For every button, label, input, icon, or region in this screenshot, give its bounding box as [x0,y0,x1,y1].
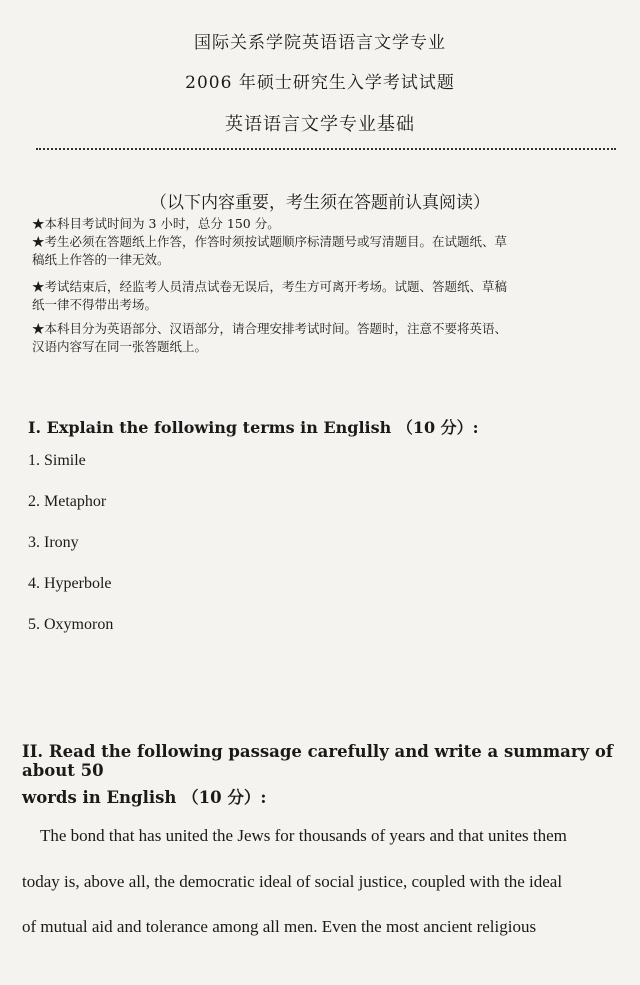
term-item: 2. Metaphor [28,493,107,510]
notice-line: 纸一律不得带出考场。 [32,297,158,312]
passage-line: of mutual aid and tolerance among all men. Even the most ancient religious [22,917,537,936]
school-title: 国际关系学院英语语言文学专业 [194,33,446,53]
section2-heading: II. Read the following passage carefully and write a summary of about 50 [22,742,613,780]
notice-line: ★考试结束后，经监考人员清点试卷无误后，考生方可离开考场。试题、答题纸、草稿 [32,279,508,294]
subject-title: 英语语言文学专业基础 [225,114,415,135]
term-item: 3. Irony [28,534,79,551]
notice-line: ★考生必须在答题纸上作答，作答时须按试题顺序标清题号或写清题目。在试题纸、草 [32,234,508,249]
passage-line: today is, above all, the democratic ideal of social justice, coupled with the ideal [22,872,563,891]
dotted-divider [36,148,616,152]
term-item: 4. Hyperbole [28,575,112,592]
term-item: 5. Oxymoron [28,616,114,633]
notice-line: 稿纸上作答的一律无效。 [32,252,170,267]
section1-heading: I. Explain the following terms in English （10 分）: [28,418,479,437]
notice-line: ★本科目考试时间为 3 小时，总分 150 分。 [32,216,280,231]
notice-line: ★本科目分为英语部分、汉语部分，请合理安排考试时间。答题时，注意不要将英语、 [32,321,508,336]
notice-line: 汉语内容写在同一张答题纸上。 [32,339,208,354]
passage-line: The bond that has united the Jews for thousands of years and that unites them [40,826,567,845]
term-item: 1. Simile [28,452,86,469]
section2-heading-cont: words in English （10 分）: [22,788,267,807]
notice-title: （以下内容重要，考生须在答题前认真阅读） [150,193,490,213]
exam-title: 2006 年硕士研究生入学考试试题 [185,73,455,93]
